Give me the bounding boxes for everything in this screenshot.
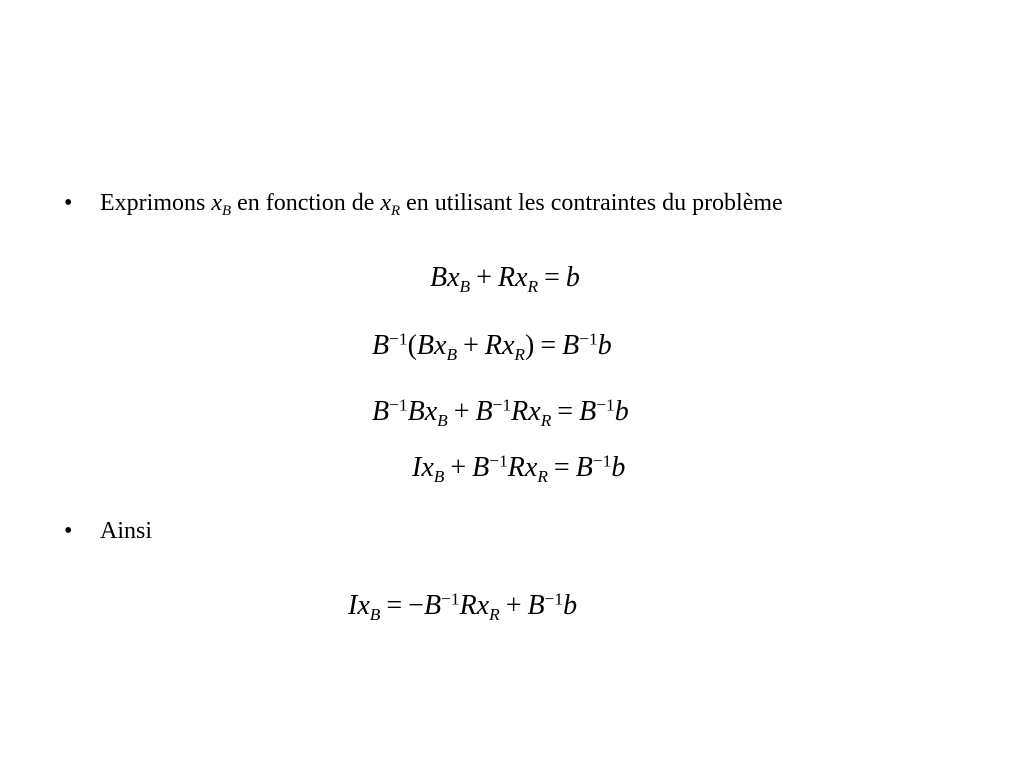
- bullet-text-after: en utilisant les contraintes du problème: [406, 190, 783, 216]
- bullet-text-before: Exprimons: [100, 190, 206, 216]
- bullet-dot: •: [64, 518, 73, 544]
- equation-2-text: $B^{-1}(Bx_B + Rx_R) = B^{-1}b$: [372, 329, 612, 365]
- bullet-ainsi: [64, 517, 152, 545]
- equation-5: [348, 589, 578, 625]
- bullet-dot: •: [64, 190, 73, 216]
- var-x-r: $x_R$: [380, 190, 401, 220]
- equation-2: [372, 329, 612, 365]
- equation-4: [412, 451, 626, 487]
- equation-1: [430, 262, 580, 297]
- equation-3: [372, 395, 629, 431]
- equation-1-text: $Bx_B + Rx_R = b$: [430, 262, 580, 297]
- equation-3-text: $B^{-1}Bx_B + B^{-1}Rx_R = B^{-1}b$: [372, 395, 629, 431]
- equation-4-text: $Ix_B + B^{-1}Rx_R = B^{-1}b$: [412, 451, 626, 487]
- bullet-ainsi-text: Ainsi: [100, 518, 153, 544]
- bullet-text-middle: en fonction de: [237, 190, 375, 216]
- bullet-exprimons: [64, 189, 783, 220]
- equation-5-text: $Ix_B = -B^{-1}Rx_R + B^{-1}b$: [348, 589, 578, 625]
- var-x-b: $x_B$: [211, 190, 232, 220]
